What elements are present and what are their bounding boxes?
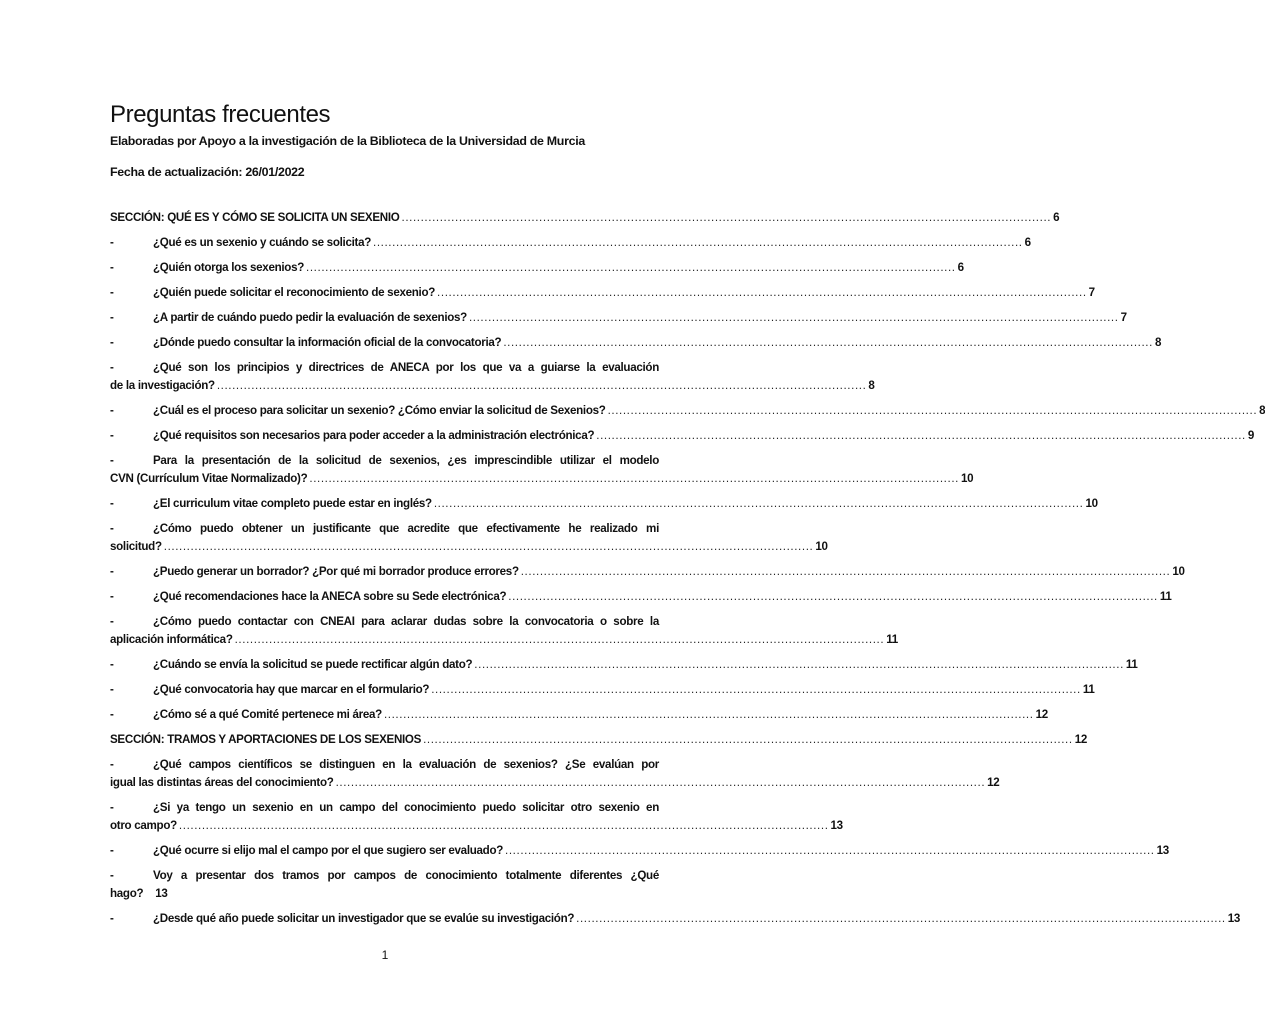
toc-bullet-dash: -: [110, 522, 114, 535]
toc-page-number: 13: [1227, 912, 1241, 925]
toc-entry: [110, 452, 974, 488]
toc-entry: [110, 842, 1169, 860]
toc-page-number: 10: [960, 472, 974, 485]
toc-bullet-dash: -: [110, 844, 114, 857]
toc-entry: [110, 402, 1265, 420]
toc-leader-dots: ..........................................................................................................................................................................: [306, 261, 956, 274]
toc-bullet-dash: -: [110, 429, 114, 442]
toc-entry: [110, 910, 1241, 928]
toc-bullet-dash: -: [110, 683, 114, 696]
toc-entry-text-continued: CVN (Currículum Vitae Normalizado)?: [110, 472, 308, 485]
toc-page-number: 12: [987, 776, 1000, 789]
toc-entry-text-continued: igual las distintas áreas del conocimiento?: [110, 776, 334, 789]
toc-leader-dots: ..........................................................................................................................................................................: [178, 819, 829, 832]
toc-entry-text: ¿El curriculum vitae completo puede estar en inglés?: [153, 497, 432, 510]
toc-bullet-dash: -: [110, 758, 114, 771]
toc-page-number: 6: [957, 261, 964, 274]
toc-leader-dots: ..........................................................................................................................................................................: [163, 540, 814, 553]
toc-entry-text: ¿Cómo sé a qué Comité pertenece mi área?: [153, 708, 382, 721]
toc-entry-text-continued: hago?: [110, 887, 144, 900]
toc-bullet-dash: -: [110, 869, 114, 882]
toc-entry-text-continued: solicitud?: [110, 540, 162, 553]
toc-leader-dots: ..........................................................................................................................................................................: [474, 658, 1124, 671]
toc-leader-dots: ..........................................................................................................................................................................: [216, 379, 867, 392]
toc-entry: [110, 234, 1031, 252]
toc-page-number: 10: [1085, 497, 1098, 510]
toc-page-number: 12: [1035, 708, 1048, 721]
toc-bullet-dash: -: [110, 590, 114, 603]
toc-page-number: 6: [1024, 236, 1031, 249]
toc-entry-text: ¿Quién otorga los sexenios?: [153, 261, 305, 274]
toc-entry-text: ¿Cuál es el proceso para solicitar un sexenio? ¿Cómo enviar la solicitud de Sexenios?: [153, 404, 606, 417]
toc-entry: [110, 756, 1000, 792]
toc-page-number: 6: [1053, 211, 1060, 224]
toc-entry: [110, 427, 1255, 445]
toc-leader-dots: ..........................................................................................................................................................................: [383, 708, 1034, 721]
toc-page-number: 11: [1082, 683, 1095, 696]
toc-page-number: 12: [1074, 733, 1087, 746]
toc-bullet-dash: -: [110, 497, 114, 510]
toc-entry: [110, 656, 1138, 674]
update-date: Fecha de actualización: 26/01/2022: [110, 165, 305, 179]
toc-entry-text: ¿Desde qué año puede solicitar un investigador que se evalúe su investigación?: [153, 912, 575, 925]
toc-entry: [110, 284, 1095, 302]
toc-bullet-dash: -: [110, 658, 114, 671]
toc-page-number: 9: [1247, 429, 1255, 442]
toc-page-number: 10: [815, 540, 828, 553]
toc-entry-text: ¿Qué ocurre si elijo mal el campo por el que sugiero ser evaluado?: [153, 844, 504, 857]
toc-page-number: 11: [886, 633, 898, 646]
toc-page-number: 13: [830, 819, 843, 832]
toc-entry-text: ¿Qué requisitos son necesarios para poder acceder a la administración electrónica?: [153, 429, 595, 442]
toc-entry: [110, 520, 828, 556]
toc-bullet-dash: -: [110, 615, 114, 628]
toc-entry-text-continued: otro campo?: [110, 819, 177, 832]
toc-page-number: 8: [1154, 336, 1162, 349]
toc-entry-text: Voy a presentar dos tramos por campos de conocimiento totalmente diferentes ¿Qué: [153, 869, 659, 882]
toc-entry-text: SECCIÓN: QUÉ ES Y CÓMO SE SOLICITA UN SEXENIO: [110, 211, 400, 224]
toc-bullet-dash: -: [110, 311, 114, 324]
toc-leader-dots: ..........................................................................................................................................................................: [468, 311, 1119, 324]
toc-leader-dots: ..........................................................................................................................................................................: [596, 429, 1246, 442]
toc-leader-dots: ..........................................................................................................................................................................: [607, 404, 1258, 417]
toc-bullet-dash: -: [110, 286, 114, 299]
toc-section-entry: [110, 209, 1060, 227]
toc-bullet-dash: -: [110, 565, 114, 578]
toc-bullet-dash: -: [110, 361, 114, 374]
toc-entry: [110, 867, 659, 903]
toc-entry: [110, 563, 1185, 581]
toc-entry-text: ¿A partir de cuándo puedo pedir la evaluación de sexenios?: [153, 311, 467, 324]
toc-entry-text: ¿Puedo generar un borrador? ¿Por qué mi borrador produce errores?: [153, 565, 519, 578]
toc-entry-text: SECCIÓN: TRAMOS Y APORTACIONES DE LOS SEXENIOS: [110, 733, 422, 746]
toc-entry: [110, 334, 1162, 352]
toc-bullet-dash: -: [110, 236, 114, 249]
toc-page-number: 11: [1159, 590, 1172, 603]
toc-leader-dots: ..........................................................................................................................................................................: [401, 211, 1052, 224]
toc-entry-text: ¿Qué son los principios y directrices de ANECA por los que va a guiarse la evaluación: [153, 361, 659, 374]
toc-entry-text: ¿Dónde puedo consultar la información oficial de la convocatoria?: [153, 336, 502, 349]
page-number: 1: [381, 948, 389, 962]
toc-leader-dots: ..........................................................................................................................................................................: [309, 472, 959, 485]
toc-leader-dots: ..........................................................................................................................................................................: [431, 683, 1081, 696]
toc-leader-dots: ..........................................................................................................................................................................: [505, 844, 1155, 857]
toc-entry: [110, 309, 1127, 327]
toc-leader-dots: ..........................................................................................................................................................................: [520, 565, 1171, 578]
toc-entry: [110, 613, 898, 649]
toc-entry-text: ¿Cómo puedo obtener un justificante que acredite que efectivamente he realizado mi: [153, 522, 659, 535]
toc-leader-dots: ..........................................................................................................................................................................: [335, 776, 986, 789]
toc-entry-text: ¿Qué convocatoria hay que marcar en el formulario?: [153, 683, 430, 696]
document-title: Preguntas frecuentes: [110, 101, 331, 128]
toc-leader-dots: ..........................................................................................................................................................................: [234, 633, 885, 646]
toc-bullet-dash: -: [110, 708, 114, 721]
toc-entry: [110, 706, 1048, 724]
toc-entry-text: ¿Qué recomendaciones hace la ANECA sobre su Sede electrónica?: [153, 590, 507, 603]
toc-page-number: 13: [1156, 844, 1169, 857]
toc-bullet-dash: -: [110, 801, 114, 814]
toc-entry: [110, 799, 843, 835]
toc-page-number: 7: [1088, 286, 1095, 299]
toc-entry-text: ¿Si ya tengo un sexenio en un campo del conocimiento puedo solicitar otro sexenio en: [153, 801, 659, 814]
toc-entry-text: ¿Cómo puedo contactar con CNEAI para aclarar dudas sobre la convocatoria o sobre la: [153, 615, 659, 628]
toc-page-number: 8: [1259, 404, 1265, 417]
toc-entry-text: ¿Qué campos científicos se distinguen en la evaluación de sexenios? ¿Se evalúan por: [153, 758, 659, 771]
toc-leader-dots: ..........................................................................................................................................................................: [433, 497, 1084, 510]
toc-bullet-dash: -: [110, 912, 114, 925]
toc-bullet-dash: -: [110, 404, 114, 417]
toc-entry-text: Para la presentación de la solicitud de sexenios, ¿es imprescindible utilizar el modelo: [153, 454, 659, 467]
toc-entry-text: ¿Quién puede solicitar el reconocimiento de sexenio?: [153, 286, 436, 299]
toc-entry: [110, 359, 875, 395]
toc-entry: [110, 259, 964, 277]
toc-leader-dots: ..........................................................................................................................................................................: [576, 912, 1226, 925]
toc-leader-dots: ..........................................................................................................................................................................: [503, 336, 1153, 349]
toc-entry: [110, 681, 1095, 699]
toc-bullet-dash: -: [110, 454, 114, 467]
toc-leader-dots: ..........................................................................................................................................................................: [437, 286, 1087, 299]
toc-page-number: 10: [1172, 565, 1185, 578]
toc-leader-dots: ..........................................................................................................................................................................: [508, 590, 1158, 603]
toc-section-entry: [110, 731, 1087, 749]
toc-leader-dots: ..........................................................................................................................................................................: [423, 733, 1073, 746]
toc-entry-text-continued: de la investigación?: [110, 379, 215, 392]
toc-bullet-dash: -: [110, 261, 114, 274]
toc-entry-text: ¿Qué es un sexenio y cuándo se solicita?: [153, 236, 372, 249]
document-subtitle: Elaboradas por Apoyo a la investigación de la Biblioteca de la Universidad de Murcia: [110, 134, 585, 148]
toc-entry-text: ¿Cuándo se envía la solicitud se puede rectificar algún dato?: [153, 658, 473, 671]
toc-page-number: 8: [868, 379, 875, 392]
toc-page-number: 7: [1120, 311, 1127, 324]
toc-page-number: 11: [1125, 658, 1138, 671]
table-of-contents: [110, 209, 1265, 935]
toc-entry: [110, 588, 1172, 606]
toc-leader-dots: ..........................................................................................................................................................................: [373, 236, 1023, 249]
toc-bullet-dash: -: [110, 336, 114, 349]
toc-entry: [110, 495, 1098, 513]
toc-page-number: 13: [155, 887, 168, 900]
toc-entry-text-continued: aplicación informática?: [110, 633, 233, 646]
